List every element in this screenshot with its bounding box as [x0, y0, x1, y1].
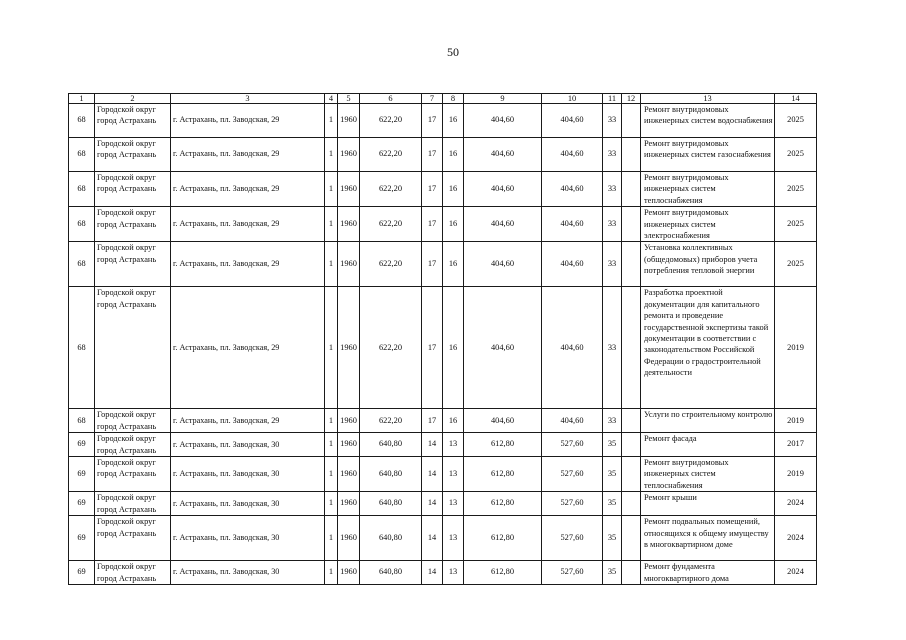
cell-col-11: 35: [603, 492, 622, 516]
column-header-9: 9: [464, 94, 542, 104]
cell-col-13: Ремонт внутридомовых инженерных систем водоснабжения: [641, 104, 775, 138]
table-row: [69, 242, 817, 287]
column-header-7: 7: [422, 94, 443, 104]
cell-col-11: 33: [603, 172, 622, 207]
cell-col-2: Городской округ город Астрахань: [95, 492, 171, 516]
cell-col-9: 404,60: [464, 138, 542, 172]
column-header-5: 5: [338, 94, 360, 104]
cell-col-6: 622,20: [360, 207, 422, 242]
cell-col-14: 2017: [775, 433, 817, 457]
cell-col-10: 527,60: [542, 492, 603, 516]
cell-col-9: 404,60: [464, 207, 542, 242]
cell-col-3: г. Астрахань, пл. Заводская, 29: [171, 207, 325, 242]
cell-col-4: 1: [325, 492, 338, 516]
cell-col-13: Ремонт фундамента многоквартирного дома: [641, 561, 775, 585]
cell-col-9: 404,60: [464, 287, 542, 409]
cell-col-6: 622,20: [360, 138, 422, 172]
cell-col-4: 1: [325, 516, 338, 561]
cell-col-4: 1: [325, 409, 338, 433]
cell-col-7: 17: [422, 242, 443, 287]
cell-col-8: 13: [443, 492, 464, 516]
column-header-8: 8: [443, 94, 464, 104]
cell-col-10: 527,60: [542, 561, 603, 585]
column-number-header-row: [69, 94, 817, 104]
page-number: 50: [447, 45, 459, 59]
cell-col-7: 17: [422, 104, 443, 138]
cell-col-13: Ремонт подвальных помещений, относящихся к общему имуществу в многоквартирном доме: [641, 516, 775, 561]
table-row: [69, 207, 817, 242]
cell-col-3: г. Астрахань, пл. Заводская, 29: [171, 172, 325, 207]
cell-col-10: 404,60: [542, 207, 603, 242]
cell-col-11: 33: [603, 207, 622, 242]
cell-col-5: 1960: [338, 516, 360, 561]
cell-col-12: [622, 104, 641, 138]
cell-col-13: Услуги по строительному контролю: [641, 409, 775, 433]
cell-col-7: 17: [422, 172, 443, 207]
cell-col-6: 640,80: [360, 492, 422, 516]
cell-col-11: 35: [603, 561, 622, 585]
cell-col-10: 404,60: [542, 172, 603, 207]
cell-col-4: 1: [325, 561, 338, 585]
cell-col-3: г. Астрахань, пл. Заводская, 30: [171, 516, 325, 561]
cell-col-6: 622,20: [360, 172, 422, 207]
table-row: [69, 492, 817, 516]
cell-col-13: Ремонт внутридомовых инженерных систем теплоснабжения: [641, 457, 775, 492]
cell-col-1: 68: [69, 172, 95, 207]
cell-col-3: г. Астрахань, пл. Заводская, 30: [171, 492, 325, 516]
cell-col-12: [622, 242, 641, 287]
column-header-1: 1: [69, 94, 95, 104]
cell-col-8: 13: [443, 433, 464, 457]
cell-col-4: 1: [325, 207, 338, 242]
cell-col-5: 1960: [338, 242, 360, 287]
cell-col-10: 404,60: [542, 287, 603, 409]
cell-col-6: 640,80: [360, 561, 422, 585]
cell-col-1: 68: [69, 409, 95, 433]
cell-col-14: 2019: [775, 287, 817, 409]
cell-col-13: Ремонт фасада: [641, 433, 775, 457]
cell-col-11: 33: [603, 242, 622, 287]
cell-col-13: Ремонт внутридомовых инженерных систем газоснабжения: [641, 138, 775, 172]
cell-col-11: 33: [603, 104, 622, 138]
cell-col-5: 1960: [338, 409, 360, 433]
cell-col-6: 622,20: [360, 104, 422, 138]
cell-col-11: 35: [603, 457, 622, 492]
cell-col-3: г. Астрахань, пл. Заводская, 29: [171, 242, 325, 287]
cell-col-12: [622, 138, 641, 172]
column-header-4: 4: [325, 94, 338, 104]
column-header-2: 2: [95, 94, 171, 104]
cell-col-14: 2025: [775, 207, 817, 242]
cell-col-3: г. Астрахань, пл. Заводская, 30: [171, 457, 325, 492]
cell-col-14: 2025: [775, 138, 817, 172]
cell-col-14: 2019: [775, 409, 817, 433]
cell-col-6: 622,20: [360, 409, 422, 433]
cell-col-10: 404,60: [542, 409, 603, 433]
cell-col-8: 16: [443, 104, 464, 138]
cell-col-11: 35: [603, 516, 622, 561]
cell-col-2: Городской округ город Астрахань: [95, 287, 171, 409]
cell-col-1: 69: [69, 433, 95, 457]
cell-col-3: г. Астрахань, пл. Заводская, 30: [171, 561, 325, 585]
cell-col-2: Городской округ город Астрахань: [95, 138, 171, 172]
table-row: [69, 104, 817, 138]
cell-col-3: г. Астрахань, пл. Заводская, 29: [171, 287, 325, 409]
cell-col-3: г. Астрахань, пл. Заводская, 30: [171, 433, 325, 457]
table-row: [69, 516, 817, 561]
table-row: [69, 409, 817, 433]
table-row: [69, 457, 817, 492]
cell-col-4: 1: [325, 138, 338, 172]
cell-col-14: 2019: [775, 457, 817, 492]
cell-col-10: 404,60: [542, 104, 603, 138]
column-header-10: 10: [542, 94, 603, 104]
cell-col-4: 1: [325, 242, 338, 287]
cell-col-13: Установка коллективных (общедомовых) приборов учета потребления тепловой энергии: [641, 242, 775, 287]
cell-col-10: 404,60: [542, 138, 603, 172]
cell-col-8: 13: [443, 457, 464, 492]
cell-col-1: 68: [69, 287, 95, 409]
cell-col-12: [622, 457, 641, 492]
cell-col-4: 1: [325, 457, 338, 492]
cell-col-1: 68: [69, 207, 95, 242]
cell-col-14: 2024: [775, 561, 817, 585]
column-header-6: 6: [360, 94, 422, 104]
cell-col-13: Ремонт внутридомовых инженерных систем электроснабжения: [641, 207, 775, 242]
cell-col-1: 68: [69, 242, 95, 287]
column-header-3: 3: [171, 94, 325, 104]
cell-col-10: 527,60: [542, 433, 603, 457]
cell-col-5: 1960: [338, 138, 360, 172]
cell-col-5: 1960: [338, 433, 360, 457]
cell-col-2: Городской округ город Астрахань: [95, 433, 171, 457]
cell-col-10: 527,60: [542, 516, 603, 561]
table-row: [69, 287, 817, 409]
cell-col-12: [622, 287, 641, 409]
cell-col-7: 14: [422, 561, 443, 585]
cell-col-2: Городской округ город Астрахань: [95, 242, 171, 287]
cell-col-8: 13: [443, 516, 464, 561]
table-row: [69, 172, 817, 207]
cell-col-8: 16: [443, 287, 464, 409]
cell-col-1: 69: [69, 561, 95, 585]
table-row: [69, 561, 817, 585]
cell-col-1: 68: [69, 138, 95, 172]
cell-col-2: Городской округ город Астрахань: [95, 516, 171, 561]
cell-col-6: 640,80: [360, 433, 422, 457]
cell-col-5: 1960: [338, 492, 360, 516]
cell-col-1: 69: [69, 492, 95, 516]
cell-col-9: 612,80: [464, 516, 542, 561]
cell-col-9: 612,80: [464, 492, 542, 516]
cell-col-11: 33: [603, 409, 622, 433]
column-header-14: 14: [775, 94, 817, 104]
cell-col-2: Городской округ город Астрахань: [95, 207, 171, 242]
cell-col-7: 14: [422, 433, 443, 457]
cell-col-13: Ремонт внутридомовых инженерных систем теплоснабжения: [641, 172, 775, 207]
cell-col-4: 1: [325, 172, 338, 207]
cell-col-5: 1960: [338, 172, 360, 207]
repair-schedule-table: [68, 93, 817, 585]
cell-col-14: 2024: [775, 516, 817, 561]
cell-col-4: 1: [325, 104, 338, 138]
cell-col-1: 68: [69, 104, 95, 138]
cell-col-3: г. Астрахань, пл. Заводская, 29: [171, 104, 325, 138]
column-header-13: 13: [641, 94, 775, 104]
cell-col-14: 2025: [775, 242, 817, 287]
cell-col-7: 17: [422, 409, 443, 433]
cell-col-1: 69: [69, 516, 95, 561]
cell-col-12: [622, 516, 641, 561]
cell-col-5: 1960: [338, 287, 360, 409]
cell-col-5: 1960: [338, 457, 360, 492]
cell-col-6: 640,80: [360, 457, 422, 492]
cell-col-8: 16: [443, 207, 464, 242]
cell-col-2: Городской округ город Астрахань: [95, 172, 171, 207]
cell-col-2: Городской округ город Астрахань: [95, 409, 171, 433]
cell-col-8: 16: [443, 242, 464, 287]
cell-col-5: 1960: [338, 207, 360, 242]
cell-col-12: [622, 207, 641, 242]
cell-col-12: [622, 492, 641, 516]
cell-col-5: 1960: [338, 104, 360, 138]
cell-col-9: 404,60: [464, 104, 542, 138]
cell-col-9: 404,60: [464, 172, 542, 207]
cell-col-4: 1: [325, 287, 338, 409]
cell-col-12: [622, 172, 641, 207]
cell-col-9: 404,60: [464, 242, 542, 287]
cell-col-6: 622,20: [360, 287, 422, 409]
cell-col-1: 69: [69, 457, 95, 492]
cell-col-9: 612,80: [464, 433, 542, 457]
cell-col-14: 2025: [775, 104, 817, 138]
cell-col-7: 14: [422, 516, 443, 561]
cell-col-11: 33: [603, 138, 622, 172]
cell-col-7: 14: [422, 492, 443, 516]
cell-col-11: 33: [603, 287, 622, 409]
cell-col-13: Разработка проектной документации для капитального ремонта и проведение государственной экспертизы такой документации в соответствии с законодательством Российской Федерации о градостроительной деятельности: [641, 287, 775, 409]
cell-col-4: 1: [325, 433, 338, 457]
cell-col-6: 640,80: [360, 516, 422, 561]
cell-col-9: 612,80: [464, 561, 542, 585]
cell-col-11: 35: [603, 433, 622, 457]
cell-col-3: г. Астрахань, пл. Заводская, 29: [171, 138, 325, 172]
column-header-11: 11: [603, 94, 622, 104]
cell-col-10: 404,60: [542, 242, 603, 287]
table-row: [69, 433, 817, 457]
cell-col-6: 622,20: [360, 242, 422, 287]
cell-col-13: Ремонт крыши: [641, 492, 775, 516]
cell-col-12: [622, 409, 641, 433]
cell-col-8: 16: [443, 138, 464, 172]
cell-col-8: 13: [443, 561, 464, 585]
cell-col-3: г. Астрахань, пл. Заводская, 29: [171, 409, 325, 433]
cell-col-5: 1960: [338, 561, 360, 585]
cell-col-7: 17: [422, 207, 443, 242]
cell-col-12: [622, 561, 641, 585]
cell-col-7: 17: [422, 287, 443, 409]
cell-col-8: 16: [443, 409, 464, 433]
table-row: [69, 138, 817, 172]
cell-col-7: 17: [422, 138, 443, 172]
cell-col-8: 16: [443, 172, 464, 207]
cell-col-12: [622, 433, 641, 457]
cell-col-9: 612,80: [464, 457, 542, 492]
cell-col-2: Городской округ город Астрахань: [95, 561, 171, 585]
cell-col-10: 527,60: [542, 457, 603, 492]
cell-col-9: 404,60: [464, 409, 542, 433]
cell-col-2: Городской округ город Астрахань: [95, 104, 171, 138]
cell-col-14: 2024: [775, 492, 817, 516]
cell-col-7: 14: [422, 457, 443, 492]
cell-col-14: 2025: [775, 172, 817, 207]
column-header-12: 12: [622, 94, 641, 104]
cell-col-2: Городской округ город Астрахань: [95, 457, 171, 492]
